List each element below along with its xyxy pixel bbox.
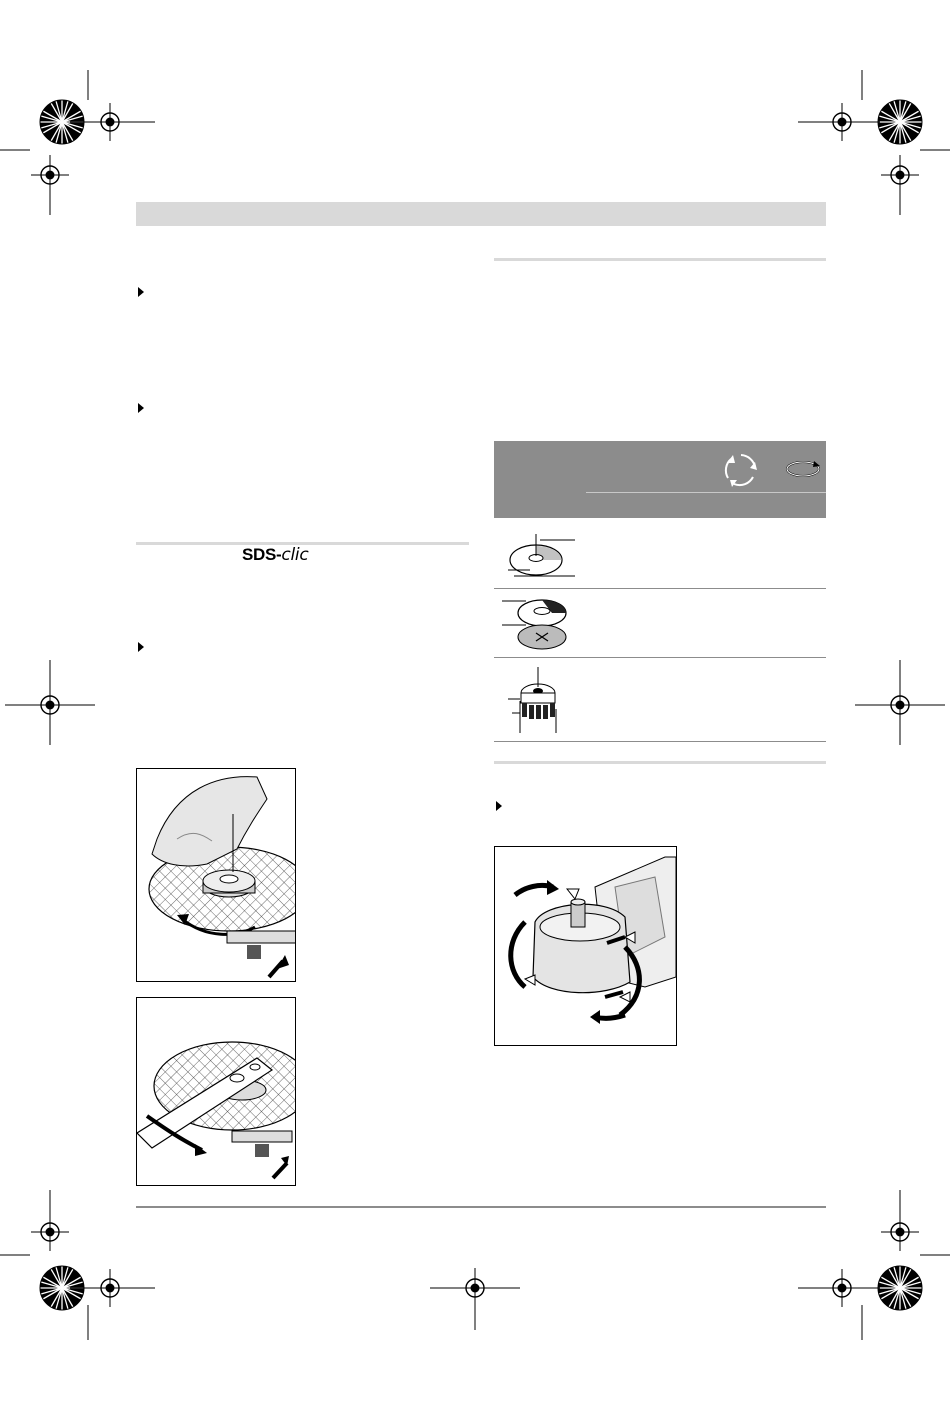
figure-hand-tightening-nut <box>136 768 296 982</box>
page-header-bar <box>136 202 826 226</box>
table-header-divider <box>586 492 826 493</box>
figure-1-drawing <box>137 769 295 981</box>
rotation-icon <box>784 458 822 480</box>
bullet-icon <box>138 642 144 652</box>
table-row-divider <box>494 657 826 658</box>
cutting-disc-icon <box>500 532 580 580</box>
table-row-divider <box>494 741 826 742</box>
sds-clic-logo: SDS-clic <box>242 545 309 565</box>
grinding-disc-icon <box>500 593 580 653</box>
cup-brush-icon <box>500 665 580 737</box>
section-divider <box>494 258 826 261</box>
figure-wrench-loosening <box>136 997 296 1186</box>
figure-3-drawing <box>495 847 676 1045</box>
bullet-icon <box>138 403 144 413</box>
recycle-icon <box>720 449 762 491</box>
bullet-icon <box>138 287 144 297</box>
table-row-divider <box>494 588 826 589</box>
tool-table-header <box>494 441 826 518</box>
footer-divider <box>136 1206 826 1208</box>
section-divider <box>494 761 826 764</box>
figure-rotate-gear-head <box>494 846 677 1046</box>
bullet-icon <box>496 801 502 811</box>
figure-2-drawing <box>137 998 295 1185</box>
